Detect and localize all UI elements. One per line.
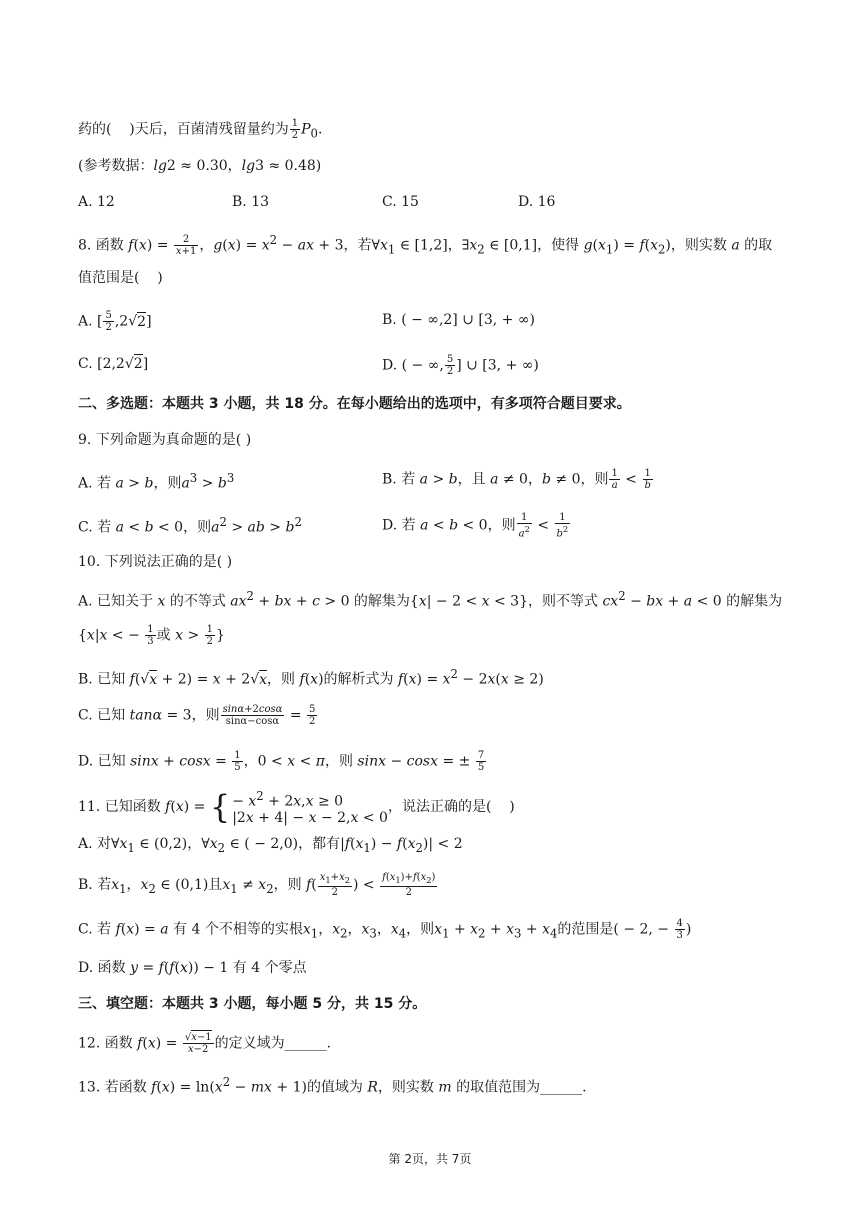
q10-option-c: C. 已知 tanα = 3，则 $\frac{\sin\alpha+2\cos\alpha}{\sin\alpha-\cos\alpha}$ = $\frac{5}{2}$ <box>78 704 316 727</box>
q10-option-d: D. 已知 sinx + cosx = $\frac{1}{5}$ ，0 < x < π，则 sinx − cosx = ± $\frac{7}{5}$ <box>78 750 485 773</box>
q7-option-d: D. 16 <box>518 194 556 210</box>
q9-option-b: B. 若 a > b，且 a ≠ 0，b ≠ 0，则 $\frac{1}{a}$ < $\frac{1}{b}$ <box>382 468 651 491</box>
q8-option-d: D. ( − ∞, $\frac{5}{2}$ ] ∪ [3, + ∞) <box>382 354 539 377</box>
q11-option-c: C. 若 f(x) = a 有 4 个不相等的实根$x_1$，$x_2$，$x_3$，$x_4$，则$x_1 + x_2 + x_3 + x_4$的范围是( − 2, − $\frac{4}{3}$ ) <box>78 918 692 941</box>
section-fill-blank: 三、填空题：本题共 3 小题，每小题 5 分，共 15 分。 <box>78 996 427 1012</box>
q10-option-a-cont: {x|x < − $\frac{1}{3}$ 或 x > $\frac{1}{2}$ } <box>78 624 225 647</box>
q10-option-b: B. 已知 f(√x + 2) = x + 2√x，则 f(x)的解析式为 $f(x) = x^2 - 2x(x \ge 2)$ <box>78 667 544 688</box>
q8-stem-cont: 值范围是( ) <box>78 270 163 286</box>
q9-stem: 9. 下列命题为真命题的是( ) <box>78 432 252 448</box>
q12-stem: 12. 函数 f(x) = $\frac{√x-1}{x-2}$ 的定义域为______. <box>78 1032 332 1055</box>
q9-option-c: C. 若 a < b < 0，则$a^2$ > ab > $b^2$ <box>78 515 302 536</box>
q13-answer-blank[interactable]: ______ <box>540 1079 583 1096</box>
q10-option-a: A. 已知关于 x 的不等式 $ax^2$ + bx + c > 0 的解集为{x| − 2 < x < 3}，则不等式 $cx^2$ − bx + a < 0 的解集为 <box>78 589 783 610</box>
q8-option-c: C. [2,2√2] <box>78 356 149 372</box>
q13-stem: 13. 若函数 $f(x) = \ln(x^2$ − mx + 1)的值域为 R，则实数 m 的取值范围为______. <box>78 1075 587 1096</box>
q7-option-b: B. 13 <box>232 194 270 210</box>
q7-option-c: C. 15 <box>382 194 419 210</box>
q10-stem: 10. 下列说法正确的是( ) <box>78 554 233 570</box>
page-footer: 第 2页，共 7页 <box>388 1152 472 1166</box>
section-multi-choice: 二、多选题：本题共 3 小题，共 18 分。在每小题给出的选项中，有多项符合题目要求。 <box>78 396 631 412</box>
q11-stem: 11. 已知函数 f(x) = { − $x^2 + 2x,x \ge 0$ |2x + 4| − x − 2,x < 0，说法正确的是( ) <box>78 787 515 826</box>
q7-reference: (参考数据：lg2 ≈ 0.30，lg3 ≈ 0.48) <box>78 158 322 174</box>
q9-option-d: D. 若 a < b < 0，则 $\frac{1}{a^2}$ < $\frac{1}{b^2}$ <box>382 512 569 540</box>
q8-option-a: A. [ $\frac{5}{2}$ ,2√2] <box>78 310 152 333</box>
q8-option-b: B. ( − ∞,2] ∪ [3, + ∞) <box>382 312 535 328</box>
q12-answer-blank[interactable]: ______ <box>284 1035 327 1052</box>
q7-option-a: A. 12 <box>78 194 115 210</box>
q11-option-b: B. 若$x_1$，$x_2$ ∈ (0,1)且$x_1 \ne x_2$，则 f( $\frac{x_1+x_2}{2}$ ) < $\frac{f(x_1)+f(x_2)}{2}$ <box>78 872 436 898</box>
q8-stem: 8. 函数 f(x) = $\frac{2}{x+1}$ ，$g(x) = x^2$ − ax + 3，若$\forall x_1$ ∈ [1,2]，$\exists x_2$ ∈ [0,1]，使得 $g(x_1) = f(x_2)$，则实数 a 的取 <box>78 233 773 258</box>
q9-option-a: A. 若 a > b，则$a^3 > b^3$ <box>78 471 235 492</box>
q11-option-d: D. 函数 y = f(f(x)) − 1 有 4 个零点 <box>78 960 307 976</box>
q7-tail-line: 药的( )天后，百菌清残留量约为 $\frac{1}{2}$ $P_0$. <box>78 118 323 141</box>
q11-option-a: A. 对$\forall x_1$ ∈ (0,2)，$\forall x_2$ ∈ ( − 2,0)，都有$|f(x_1) - f(x_2)| < 2$ <box>78 836 463 855</box>
